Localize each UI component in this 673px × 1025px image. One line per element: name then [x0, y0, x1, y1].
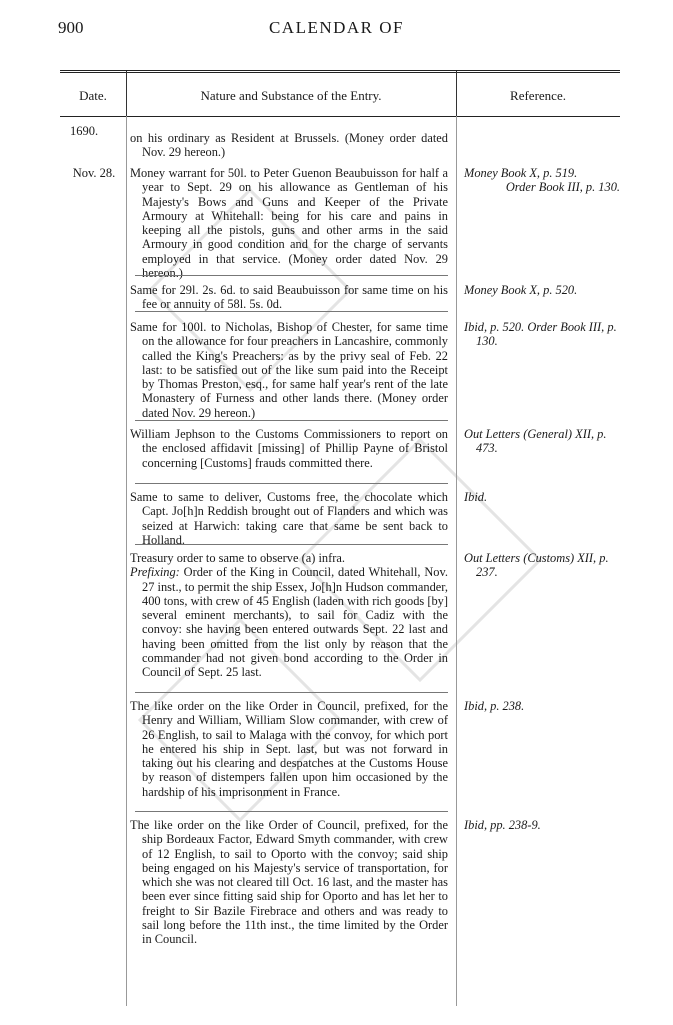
reference-text: Ibid.	[464, 490, 488, 504]
reference-5	[464, 490, 620, 504]
entry-0	[130, 131, 448, 160]
year-label: 1690.	[70, 124, 99, 138]
reference-text-secondary: Order Book III, p. 130.	[505, 180, 620, 195]
prefix-text: Order of the King in Council, dated Whitehall, Nov. 27 inst., to permit the ship Essex, Jo[h]n Hudson commander, 400 tons, with crew of 45 English (laden with rich goods [by] several eminent merchants), to sail for Cadiz with the convoy: she having been entered outwards Sept. 22 last and having been omitted from the list only by reason that the commander had not given bond according to the Order in Council of Sept. 25 last.	[142, 565, 448, 680]
page-number: 900	[58, 18, 84, 37]
entry-text: The like order on the like Order in Council, prefixed, for the Henry and William, William Slow commander, with crew of 26 English, to sail to Malaga with the convoy, for which port he entered his ship in Sept. last, but was not forward in taking out his clearing and despatches at the Customs House by reason of distempers fallen upon him occasioned by the hardship of his imprisonment in France.	[130, 699, 448, 799]
reference-3	[464, 320, 620, 349]
reference-text: Out Letters (General) XII, p. 473.	[464, 427, 607, 456]
reference-2	[464, 283, 620, 297]
entry-prefix-paragraph	[130, 565, 448, 679]
entry-text: Same for 29l. 2s. 6d. to said Beaubuisson for same time on his fee or annuity of 58l. 5s. 0d.	[130, 283, 448, 312]
column-header-reference: Reference.	[510, 88, 566, 103]
reference-8	[464, 818, 620, 832]
reference-4	[464, 427, 620, 456]
entry-6	[130, 551, 448, 680]
date-column-divider-body	[126, 116, 127, 1006]
reference-text: Ibid, pp. 238-9.	[464, 818, 541, 832]
page-header	[0, 12, 673, 46]
reference-column-divider-body	[456, 116, 457, 1006]
entry-separator	[135, 420, 448, 421]
running-title: CALENDAR OF	[268, 18, 405, 37]
entry-text: William Jephson to the Customs Commissioners to report on the enclosed affidavit [missing] of Phillip Payne of Bristol concerning [Customs] frauds committed there.	[130, 427, 448, 470]
entry-date: Nov. 28.	[72, 166, 116, 180]
entry-text: Treasury order to same to observe (a) infra.	[130, 551, 345, 565]
reference-text: Out Letters (Customs) XII, p. 237.	[464, 551, 609, 580]
entry-text: Same for 100l. to Nicholas, Bishop of Chester, for same time on the allowance for four preachers in Lancashire, commonly called the King's Preachers: as by the privy seal of Feb. 22 last: to be satisfied out of the like sum paid into the Receipt by Thomas Preston, esq., for same half year's rent of the late Monastery of Furness and other lands there. (Money order dated Nov. 29 hereon.)	[130, 320, 448, 420]
reference-text: Money Book X, p. 519.	[464, 166, 578, 180]
entry-separator	[135, 544, 448, 545]
entry-separator	[135, 692, 448, 693]
entry-2	[130, 283, 448, 312]
entry-1	[130, 166, 448, 280]
entry-3	[130, 320, 448, 420]
reference-1	[464, 166, 620, 195]
table-top-rule	[60, 70, 620, 71]
entry-text: on his ordinary as Resident at Brussels. (Money order dated Nov. 29 hereon.)	[130, 131, 448, 160]
entry-4	[130, 427, 448, 470]
entry-7	[130, 699, 448, 799]
entry-5	[130, 490, 448, 547]
table-top-rule-double	[60, 72, 620, 73]
reference-7	[464, 699, 620, 713]
entry-text: Money warrant for 50l. to Peter Guenon Beaubuisson for half a year to Sept. 29 on his allowance as Gentleman of his Majesty's Bows and Guns and Keeper of the Private Armoury at Whitehall: being for his care and pains in keeping all the pistols, guns and other arms in the said Armoury in good condition and for the charge of servants employed in that service. (Money order dated Nov. 29 hereon.)	[130, 166, 448, 281]
entry-separator	[135, 311, 448, 312]
reference-6	[464, 551, 620, 580]
entry-separator	[135, 275, 448, 276]
column-header-nature: Nature and Substance of the Entry.	[200, 88, 382, 103]
entry-text: The like order on the like Order of Council, prefixed, for the ship Bordeaux Factor, Edward Smyth commander, with crew of 12 English, to sail to Oporto with the convoy; said ship being engaged on his Majesty's service of transportation, for which she was not cleared till Oct. 16 last, and the master has been ever since fitting said ship for Oporto and has let her to freight to Sir Bazile Firebrace and others and was ready to sail long before the 11th inst., the time limited by the Order in Council.	[130, 818, 448, 947]
column-header-date: Date.	[79, 88, 107, 103]
reference-text: Ibid, p. 238.	[464, 699, 525, 713]
entry-separator	[135, 811, 448, 812]
reference-text: Money Book X, p. 520.	[464, 283, 578, 297]
reference-text: Ibid, p. 520. Order Book III, p. 130.	[464, 320, 617, 349]
prefix-label: Prefixing:	[130, 565, 180, 580]
entry-8	[130, 818, 448, 947]
entry-text: Same to same to deliver, Customs free, the chocolate which Capt. Jo[h]n Reddish brought out of Flanders and which was seized at Harwich: taking care that same be sent back to Holland.	[130, 490, 448, 547]
table-header-rule	[60, 116, 620, 117]
entry-separator	[135, 483, 448, 484]
